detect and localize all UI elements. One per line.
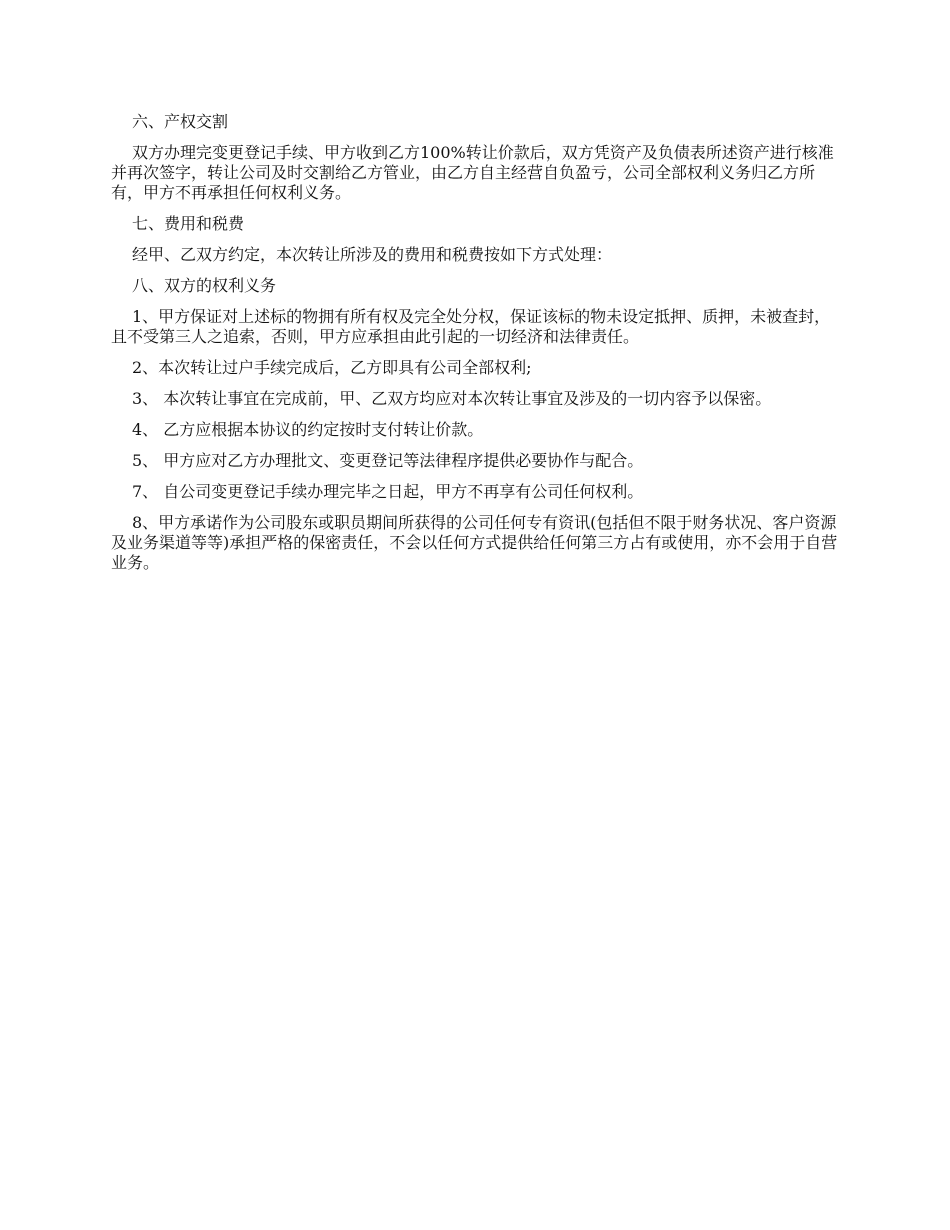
clause-7: 7、 自公司变更登记手续办理完毕之日起，甲方不再享有公司任何权利。 bbox=[132, 482, 644, 501]
clause-3: 3、 本次转让事宜在完成前，甲、乙双方均应对本次转让事宜及涉及的一切内容予以保密。 bbox=[132, 389, 772, 408]
clause-2: 2、本次转让过户手续完成后，乙方即具有公司全部权利; bbox=[132, 358, 532, 377]
paragraph-fees-taxes: 经甲、乙双方约定，本次转让所涉及的费用和税费按如下方式处理： bbox=[132, 245, 613, 264]
clause-1: 1、甲方保证对上述标的物拥有所有权及完全处分权，保证该标的物未设定抵押、质押，未被查封，且不受第三人之追索，否则，甲方应承担由此引起的一切经济和法律责任。 bbox=[111, 307, 831, 346]
section-heading-8: 八、双方的权利义务 bbox=[132, 276, 277, 295]
paragraph-property-transfer: 双方办理完变更登记手续、甲方收到乙方100%转让价款后，双方凭资产及负债表所述资产进行核准并再次签字，转让公司及时交割给乙方管业，由乙方自主经营自负盈亏，公司全部权利义务归乙方所有，甲方不再承担任何权利义务。 bbox=[111, 143, 834, 202]
clause-4: 4、 乙方应根据本协议的约定按时支付转让价款。 bbox=[132, 420, 484, 439]
clause-8: 8、甲方承诺作为公司股东或职员期间所获得的公司任何专有资讯(包括但不限于财务状况、客户资源及业务渠道等等)承担严格的保密责任，不会以任何方式提供给任何第三方占有或使用，亦不会用于自营业务。 bbox=[111, 513, 838, 572]
section-heading-6: 六、产权交割 bbox=[132, 112, 229, 131]
clause-5: 5、 甲方应对乙方办理批文、变更登记等法律程序提供必要协作与配合。 bbox=[132, 451, 644, 470]
document-body bbox=[111, 112, 845, 584]
section-heading-7: 七、费用和税费 bbox=[132, 214, 245, 233]
